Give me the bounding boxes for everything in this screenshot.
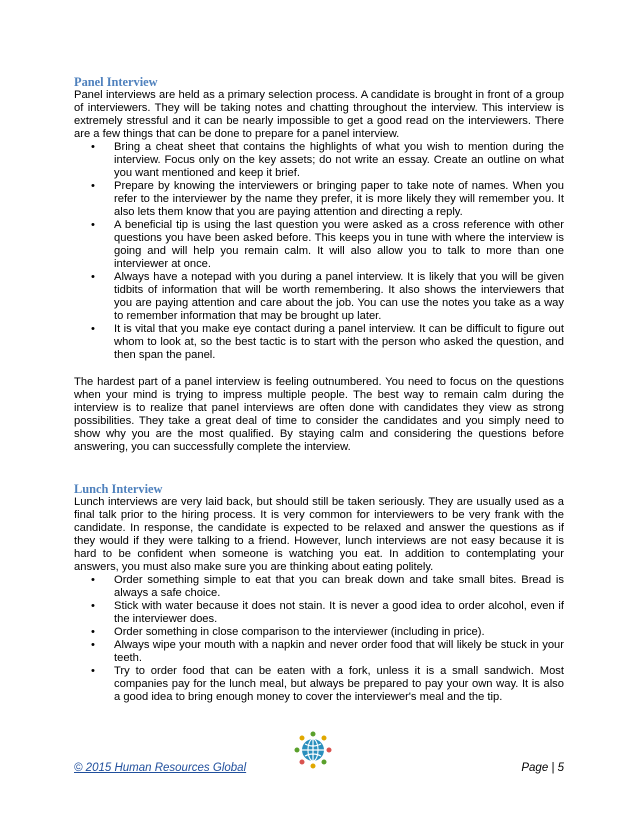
list-item: • Always have a notepad with you during a panel interview. It is likely that you will be given tidbits of information that will be worth remembering. It also shows the interviewers that you are paying attention and care about the job. You can use the notes you take as a way to remember information that may be brought up later.: [91, 271, 564, 322]
list-item: • Stick with water because it does not stain. It is never a good idea to order alcohol, even if the interviewer does.: [91, 600, 564, 625]
list-item: • Try to order food that can be eaten with a fork, unless it is a small sandwich. Most companies pay for the lunch meal, but always be prepared to pay your own way. It is also a good idea to bring enough money to cover the interviewer's meal and the tip.: [91, 665, 564, 703]
list-item: • It is vital that you make eye contact during a panel interview. It can be difficult to figure out whom to look at, so the best tactic is to start with the person who asked the question, and then span the panel.: [91, 323, 564, 361]
lunch-tips-list: [74, 574, 564, 704]
panel-interview-heading: Panel Interview: [74, 75, 158, 89]
bullet-icon: •: [91, 180, 95, 192]
list-item: • Bring a cheat sheet that contains the highlights of what you wish to mention during the interview. Focus only on the key assets; do not write an essay. Create an outline on what you want mentioned and keep it brief.: [91, 141, 564, 179]
list-item: • A beneficial tip is using the last question you were asked as a cross reference with other questions you have been asked before. This keeps you in tune with where the interview is going and will help you remain calm. It will also allow you to talk to more than one interviewer at once.: [91, 219, 564, 270]
copyright-link[interactable]: © 2015 Human Resources Global: [74, 762, 247, 774]
lunch-interview-heading: Lunch Interview: [74, 482, 163, 496]
bullet-icon: •: [91, 323, 95, 335]
page-number: Page | 5: [521, 762, 564, 774]
bullet-icon: •: [91, 639, 95, 651]
panel-intro-paragraph: Panel interviews are held as a primary selection process. A candidate is brought in front of a group of interviewers. They will be taking notes and chatting throughout the interview. This interview is extremely stressful and it can be nearly impossible to get a good read on the interviewers. There are a few things that can be done to prepare for a panel interview.: [74, 89, 564, 140]
lunch-intro-paragraph: Lunch interviews are very laid back, but should still be taken seriously. They are usually used as a final talk prior to the hiring process. It is very common for interviewers to be very frank with the candidate. In response, the candidate is expected to be relaxed and answer the questions as if they would if they were talking to a friend. However, lunch interviews are not easy because it is hard to be confident when someone is watching you eat. In addition to contemplating your answers, you must also make sure you are thinking about eating politely.: [74, 496, 564, 573]
list-item: • Prepare by knowing the interviewers or bringing paper to take note of names. When you refer to the interviewer by the name they prefer, it is more likely they will remember you. It also lets them know that you are paying attention and directing a reply.: [91, 180, 564, 218]
list-item: • Always wipe your mouth with a napkin and never order food that will likely be stuck in your teeth.: [91, 639, 564, 664]
bullet-icon: •: [91, 141, 95, 153]
list-item: • Order something simple to eat that you can break down and take small bites. Bread is always a safe choice.: [91, 574, 564, 599]
bullet-icon: •: [91, 219, 95, 231]
panel-closing-paragraph: The hardest part of a panel interview is feeling outnumbered. You need to focus on the questions when your mind is trying to impress multiple people. The best way to remain calm during the interview is to realize that panel interviews are often done with candidates they view as strong possibilities. They take a great deal of time to consider the candidates and you simply need to show why you are the most qualified. By staying calm and considering the questions before answering, you can successfully complete the interview.: [74, 376, 564, 453]
bullet-icon: •: [91, 600, 95, 612]
bullet-icon: •: [91, 626, 95, 638]
bullet-icon: •: [91, 574, 95, 586]
list-item: • Order something in close comparison to the interviewer (including in price).: [91, 626, 485, 638]
bullet-icon: •: [91, 271, 95, 283]
globe-people-logo-icon: [293, 730, 333, 770]
document-page: [74, 75, 564, 704]
bullet-icon: •: [91, 665, 95, 677]
panel-tips-list: [74, 141, 564, 362]
